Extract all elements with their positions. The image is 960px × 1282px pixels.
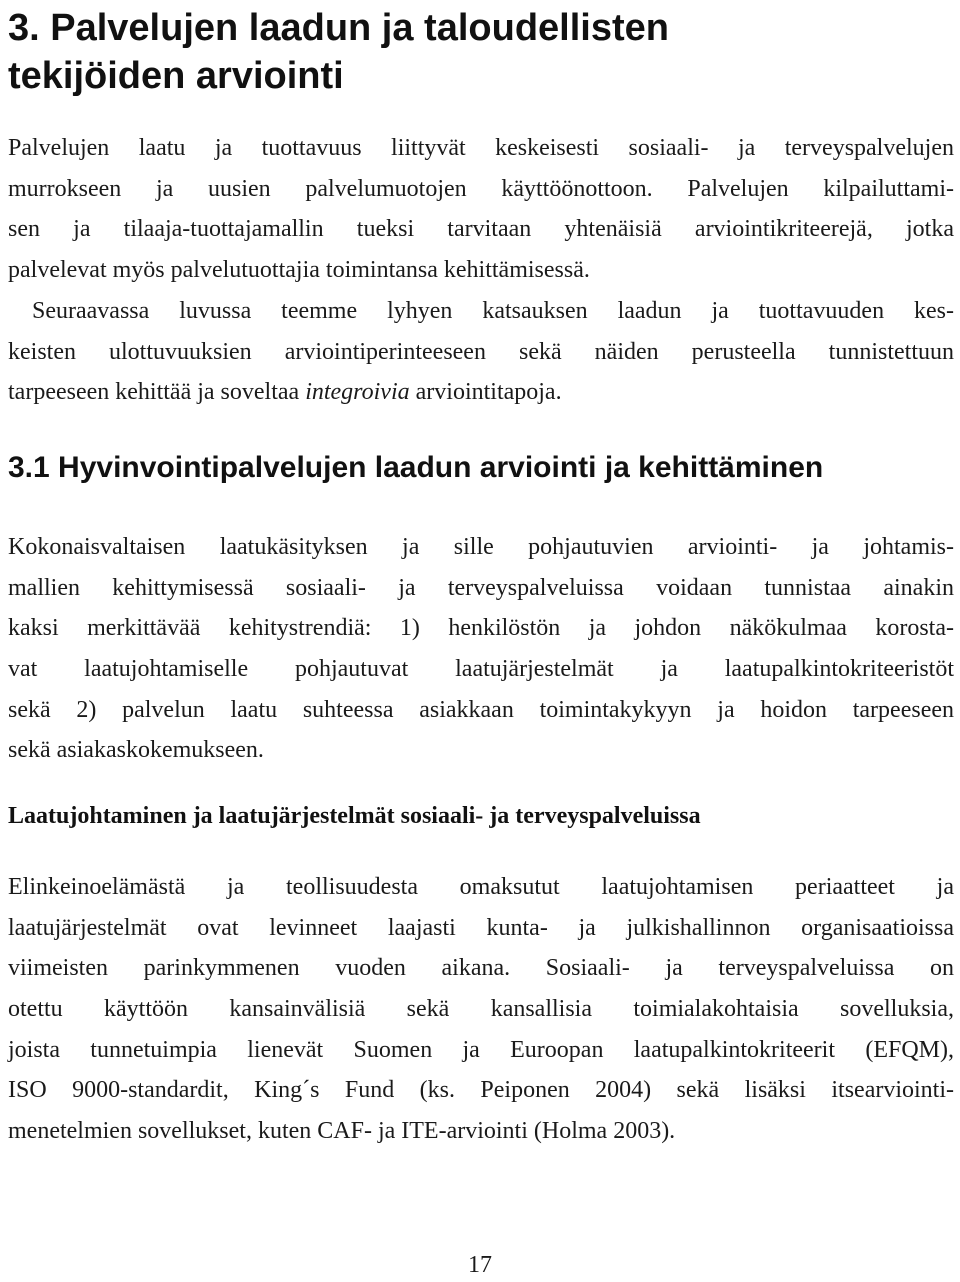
text-segment: tarpeeseen kehittää ja soveltaa bbox=[8, 379, 306, 406]
text-line: sekä 2) palvelun laatu suhteessa asiakkaan toimintakykyyn ja hoidon tarpeeseen bbox=[8, 696, 954, 723]
chapter-heading-line-2: tekijöiden arviointi bbox=[8, 55, 344, 97]
text-line: otettu käyttöön kansainvälisiä sekä kansallisia toimialakohtaisia sovelluksia, bbox=[8, 996, 954, 1023]
text-line: palvelevat myös palvelutuottajia toimintansa kehittämisessä. bbox=[8, 257, 590, 284]
text-line: Kokonaisvaltaisen laatukäsityksen ja sille pohjautuvien arviointi- ja johtamis- bbox=[8, 534, 954, 560]
text-line: menetelmien sovellukset, kuten CAF- ja ITE-arviointi (Holma 2003). bbox=[8, 1118, 676, 1145]
text-line: Seuraavassa luvussa teemme lyhyen katsauksen laadun ja tuottavuuden kes- bbox=[32, 298, 954, 324]
intro-paragraph-1 bbox=[8, 128, 954, 291]
section-paragraph bbox=[8, 527, 954, 771]
text-segment: arviointitapoja. bbox=[409, 379, 562, 406]
subsection-paragraph bbox=[8, 867, 954, 1152]
text-line: laatujärjestelmät ovat levinneet laajasti kunta- ja julkishallinnon organisaatioissa bbox=[8, 914, 954, 941]
page-number: 17 bbox=[468, 1252, 492, 1278]
text-line: mallien kehittymisessä sosiaali- ja terveyspalveluissa voidaan tunnistaa ainakin bbox=[8, 574, 954, 601]
text-line bbox=[8, 372, 954, 413]
text-line: Elinkeinoelämästä ja teollisuudesta omaksutut laatujohtamisen periaatteet ja bbox=[8, 874, 954, 900]
intro-paragraph-2 bbox=[8, 291, 954, 413]
text-line: sekä asiakaskokemukseen. bbox=[8, 737, 264, 764]
chapter-heading-line-1: 3. Palvelujen laadun ja taloudellisten bbox=[8, 7, 669, 49]
chapter-heading bbox=[8, 4, 669, 100]
text-line: sen ja tilaaja-tuottajamallin tueksi tarvitaan yhtenäisiä arviointikriteerejä, jotka bbox=[8, 216, 954, 243]
emphasized-term: integroivia bbox=[305, 379, 410, 406]
text-line: joista tunnetuimpia lienevät Suomen ja Euroopan laatupalkintokriteerit (EFQM), bbox=[8, 1036, 954, 1063]
text-line: vat laatujohtamiselle pohjautuvat laatujärjestelmät ja laatupalkintokriteeristöt bbox=[8, 656, 954, 683]
text-line: viimeisten parinkymmenen vuoden aikana. Sosiaali- ja terveyspalveluissa on bbox=[8, 955, 954, 982]
subsection-heading: Laatujohtaminen ja laatujärjestelmät sosiaali- ja terveyspalveluissa bbox=[8, 803, 701, 829]
section-heading: 3.1 Hyvinvointipalvelujen laadun arviointi ja kehittäminen bbox=[8, 451, 824, 484]
text-line: murrokseen ja uusien palvelumuotojen käyttöönottoon. Palvelujen kilpailuttami- bbox=[8, 175, 954, 202]
text-line: kaksi merkittävää kehitystrendiä: 1) henkilöstön ja johdon näkökulmaa korosta- bbox=[8, 615, 954, 642]
text-line: Palvelujen laatu ja tuottavuus liittyvät keskeisesti sosiaali- ja terveyspalvelujen bbox=[8, 135, 954, 161]
text-line: ISO 9000-standardit, King´s Fund (ks. Peiponen 2004) sekä lisäksi itsearviointi- bbox=[8, 1077, 954, 1104]
text-line: keisten ulottuvuuksien arviointiperinteeseen sekä näiden perusteella tunnistettuun bbox=[8, 338, 954, 365]
